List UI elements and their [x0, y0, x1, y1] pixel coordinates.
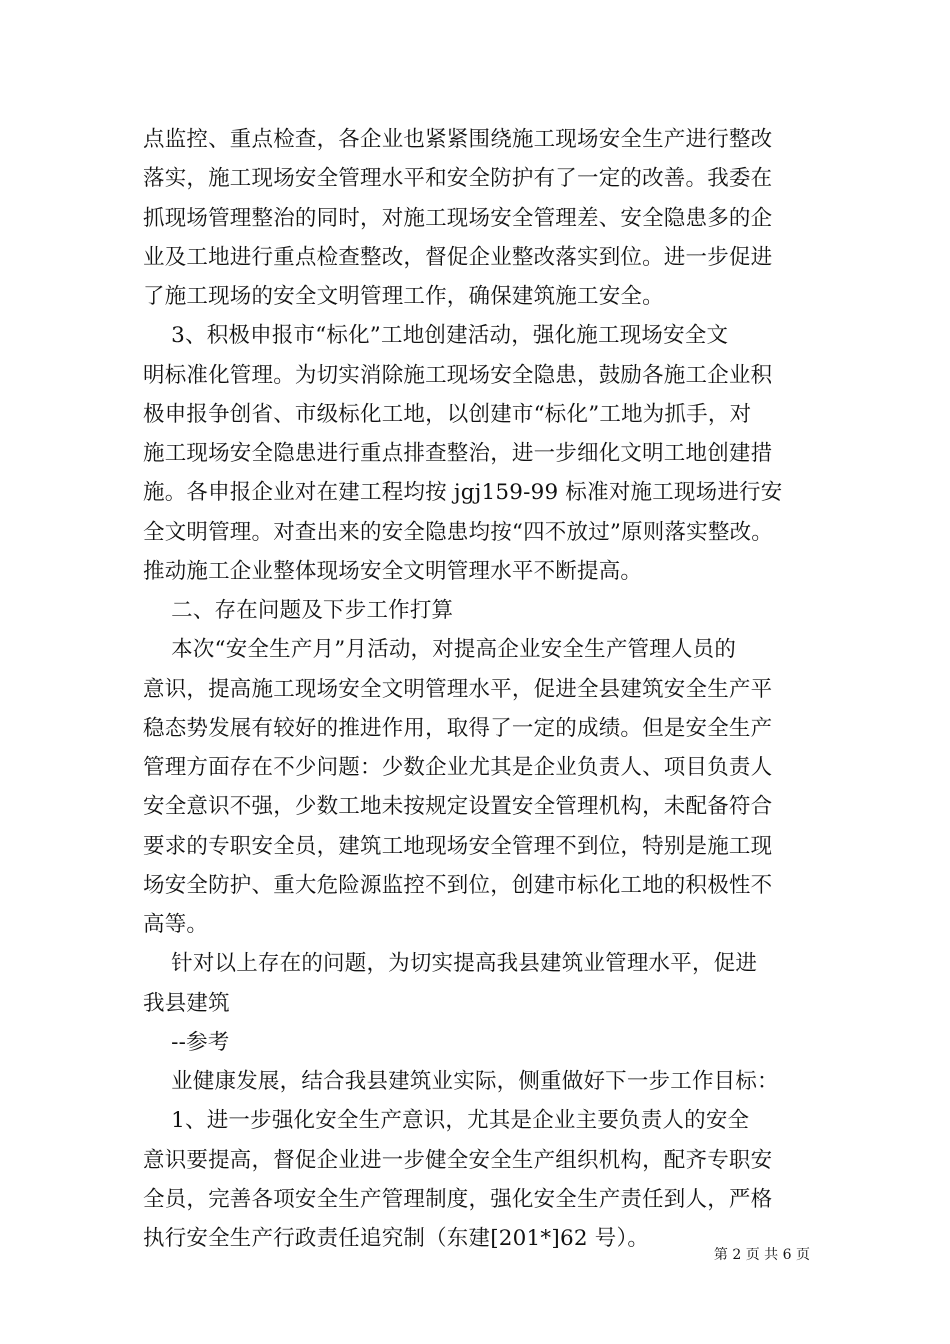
text-line: 推动施工企业整体现场安全文明管理水平不断提高。	[143, 558, 643, 584]
text-line: 场安全防护、重大危险源监控不到位，创建市标化工地的积极性不	[143, 872, 773, 898]
text-line: 落实，施工现场安全管理水平和安全防护有了一定的改善。我委在	[143, 166, 773, 192]
text-line: 业健康发展，结合我县建筑业实际，侧重做好下一步工作目标：	[143, 1069, 779, 1094]
text-line: 执行安全生产行政责任追究制（东建[201*]62 号）。	[143, 1226, 650, 1251]
text-line: 极申报争创省、市级标化工地，以创建市“标化”工地为抓手，对	[143, 401, 752, 427]
text-line: 业及工地进行重点检查整改，督促企业整改落实到位。进一步促进	[143, 244, 773, 270]
text-line: 施。各申报企业对在建工程均按 jgj159-99 标准对施工现场进行安	[143, 480, 783, 506]
text-line: 全员，完善各项安全生产管理制度，强化安全生产责任到人，严格	[143, 1186, 773, 1212]
text-line: 要求的专职安全员，建筑工地现场安全管理不到位，特别是施工现	[143, 833, 773, 859]
text-line: 本次“安全生产月”月活动，对提高企业安全生产管理人员的	[143, 637, 737, 663]
text-line: 点监控、重点检查，各企业也紧紧围绕施工现场安全生产进行整改	[143, 127, 773, 152]
text-line: 了施工现场的安全文明管理工作，确保建筑施工安全。	[143, 284, 664, 309]
text-line: 二、存在问题及下步工作打算	[143, 598, 454, 623]
text-line: --参考	[143, 1029, 230, 1055]
text-line: 施工现场安全隐患进行重点排查整治，进一步细化文明工地创建措	[143, 441, 773, 466]
text-line: 安全意识不强，少数工地未按规定设置安全管理机构，未配备符合	[143, 794, 773, 820]
text-line: 明标准化管理。为切实消除施工现场安全隐患，鼓励各施工企业积	[143, 362, 773, 388]
text-line: 针对以上存在的问题，为切实提高我县建筑业管理水平，促进	[143, 951, 758, 977]
text-line: 高等。	[143, 912, 209, 937]
text-line: 意识要提高，督促企业进一步健全安全生产组织机构，配齐专职安	[143, 1147, 773, 1173]
text-line: 意识，提高施工现场安全文明管理水平，促进全县建筑安全生产平	[143, 676, 773, 702]
page-number: 第 2 页 共 6 页	[713, 1247, 810, 1263]
text-line: 稳态势发展有较好的推进作用，取得了一定的成绩。但是安全生产	[143, 715, 773, 741]
text-line: 3、积极申报市“标化”工地创建活动，强化施工现场安全文	[143, 323, 729, 349]
text-line: 管理方面存在不少问题：少数企业尤其是企业负责人、项目负责人	[143, 755, 773, 780]
text-line: 1、进一步强化安全生产意识，尤其是企业主要负责人的安全	[143, 1108, 750, 1134]
document-body	[143, 120, 813, 1258]
text-line: 全文明管理。对查出来的安全隐患均按“四不放过”原则落实整改。	[143, 519, 773, 545]
text-line: 抓现场管理整治的同时，对施工现场安全管理差、安全隐患多的企	[143, 205, 773, 231]
text-line: 我县建筑	[143, 990, 230, 1016]
